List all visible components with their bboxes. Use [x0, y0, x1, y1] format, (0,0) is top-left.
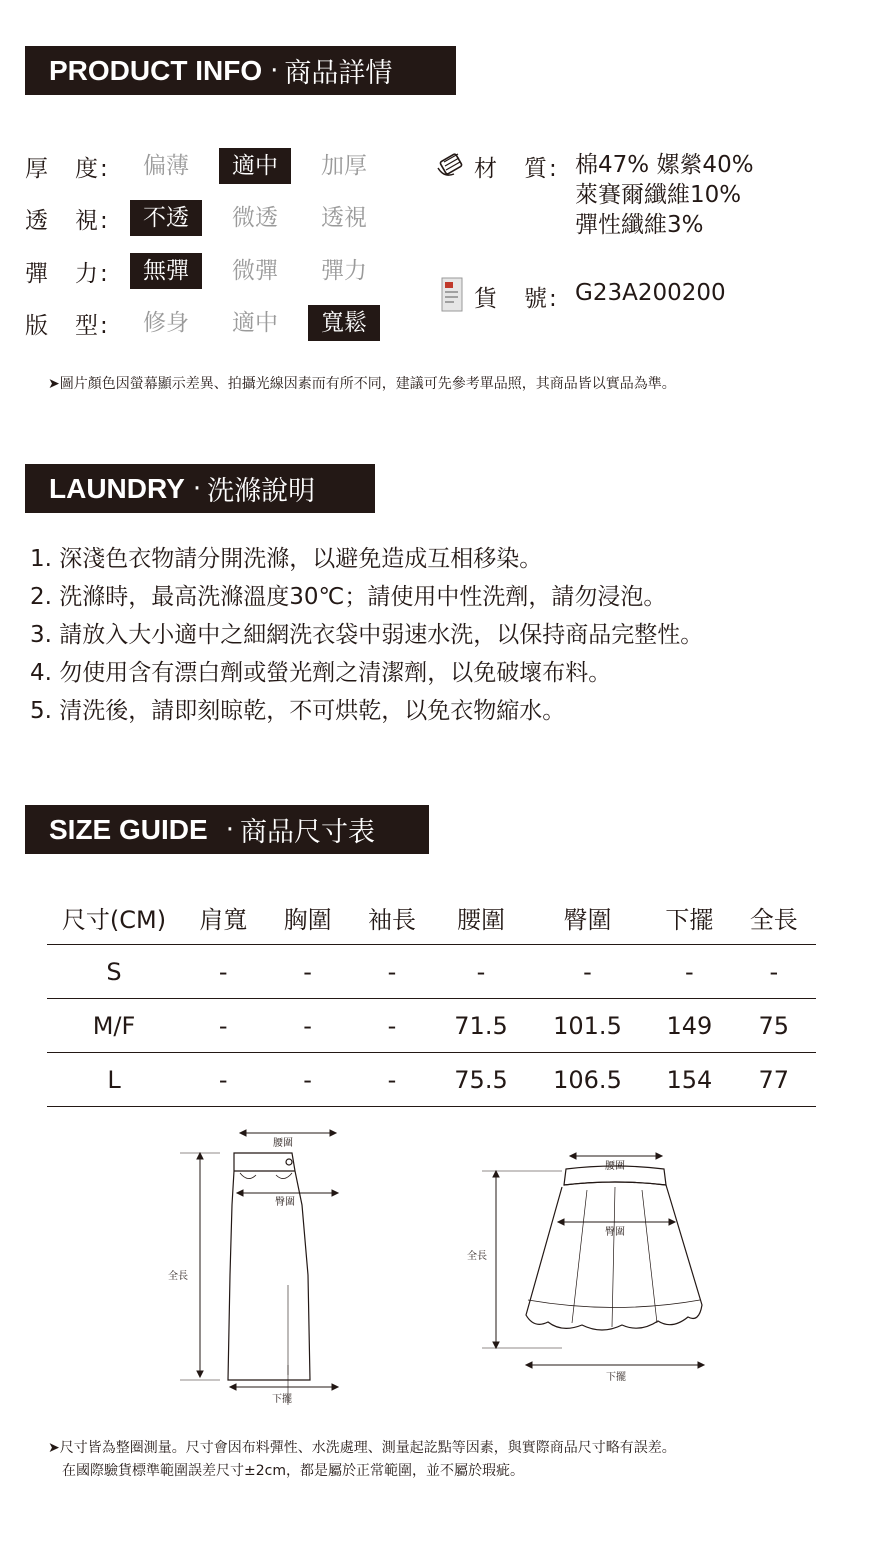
table-cell: M/F — [47, 999, 181, 1053]
material-line: 棉47% 嫘縈40% — [575, 152, 754, 178]
size-table-header — [47, 890, 816, 945]
attr-option: 加厚 — [321, 153, 367, 179]
table-cell: 75 — [732, 999, 816, 1053]
hem-label: 下擺 — [272, 1394, 292, 1405]
table-row — [47, 1053, 816, 1107]
material-line: 萊賽爾纖維10% — [575, 182, 742, 208]
table-cell: 149 — [647, 999, 731, 1053]
attr-option: 彈力 — [321, 258, 367, 284]
table-cell: 106.5 — [528, 1053, 647, 1107]
size-note-line-2: 在國際驗貨標準範圍誤差尺寸±2cm，都是屬於正常範圍，並不屬於瑕疵。 — [62, 1463, 524, 1479]
hem-label: 下擺 — [606, 1372, 626, 1383]
table-cell: - — [265, 1053, 349, 1107]
flared-skirt-diagram — [462, 1145, 712, 1390]
straight-skirt-diagram — [160, 1125, 360, 1415]
thread-spool-icon — [436, 150, 468, 180]
table-cell: - — [434, 945, 528, 999]
attr-option-selected: 無彈 — [130, 253, 202, 289]
laundry-list — [30, 540, 703, 730]
item-number-value: G23A200200 — [575, 280, 726, 306]
item-number-label: 貨 號: — [474, 286, 559, 312]
attr-row-elasticity — [25, 253, 397, 289]
size-note-line-1: ➤尺寸皆為整圈測量。尺寸會因布料彈性、水洗處理、測量起訖點等因素，與實際商品尺寸略有誤差。 — [48, 1440, 676, 1456]
column-header: 全長 — [749, 905, 798, 934]
column-header: 尺寸(CM) — [61, 905, 167, 934]
laundry-item: 1. 深淺色衣物請分開洗滌，以避免造成互相移染。 — [30, 546, 543, 572]
attr-option-selected: 寬鬆 — [308, 305, 380, 341]
header-sep: · — [225, 814, 234, 845]
header-zh: 商品詳情 — [284, 58, 393, 89]
hip-label: 臀圍 — [275, 1197, 295, 1208]
product-info-header — [25, 46, 456, 95]
table-cell: - — [181, 1053, 265, 1107]
table-cell: 77 — [732, 1053, 816, 1107]
table-cell: 71.5 — [434, 999, 528, 1053]
size-table — [47, 890, 816, 1107]
table-cell: L — [47, 1053, 181, 1107]
table-cell: - — [265, 999, 349, 1053]
table-cell: 101.5 — [528, 999, 647, 1053]
hip-label: 臀圍 — [605, 1227, 625, 1238]
waist-label: 腰圍 — [273, 1138, 293, 1149]
column-header: 肩寬 — [199, 905, 248, 934]
table-cell: S — [47, 945, 181, 999]
attr-option: 偏薄 — [143, 153, 189, 179]
attr-row-fit — [25, 305, 397, 341]
table-cell: - — [647, 945, 731, 999]
table-cell: - — [350, 999, 434, 1053]
header-sep: · — [270, 55, 279, 86]
table-cell: - — [350, 1053, 434, 1107]
attr-option-selected: 適中 — [219, 148, 291, 184]
laundry-header — [25, 464, 375, 513]
column-header: 胸圍 — [283, 905, 332, 934]
attr-row-thickness — [25, 148, 397, 184]
laundry-item: 2. 洗滌時，最高洗滌溫度30℃；請使用中性洗劑，請勿浸泡。 — [30, 584, 667, 610]
attr-option: 適中 — [232, 310, 278, 336]
size-guide-header — [25, 805, 429, 854]
table-cell: - — [732, 945, 816, 999]
table-row — [47, 999, 816, 1053]
material-lines — [575, 150, 795, 240]
attr-label: 厚 度: — [25, 155, 110, 182]
material-label: 材 質: — [474, 156, 559, 182]
table-cell: - — [528, 945, 647, 999]
column-header: 臀圍 — [563, 905, 612, 934]
table-cell: 75.5 — [434, 1053, 528, 1107]
attr-option-selected: 不透 — [130, 200, 202, 236]
table-cell: - — [350, 945, 434, 999]
length-label: 全長 — [168, 1271, 188, 1282]
tag-icon — [440, 276, 466, 314]
table-cell: 154 — [647, 1053, 731, 1107]
attr-option: 透視 — [321, 205, 367, 231]
header-zh: 洗滌說明 — [207, 476, 316, 507]
skirt-outline — [228, 1153, 310, 1380]
header-en: SIZE GUIDE — [49, 813, 208, 845]
table-cell: - — [265, 945, 349, 999]
laundry-item: 5. 清洗後，請即刻晾乾，不可烘乾，以免衣物縮水。 — [30, 698, 566, 724]
header-en: LAUNDRY — [49, 472, 185, 504]
header-sep: · — [192, 473, 202, 504]
table-cell: - — [181, 945, 265, 999]
attr-label: 彈 力: — [25, 260, 110, 287]
laundry-item: 4. 勿使用含有漂白劑或螢光劑之清潔劑，以免破壞布料。 — [30, 660, 612, 686]
column-header: 袖長 — [368, 905, 417, 934]
material-line: 彈性纖維3% — [575, 212, 704, 238]
attr-row-transparency — [25, 200, 397, 236]
column-header: 腰圍 — [457, 905, 505, 934]
attr-option: 微透 — [232, 205, 278, 231]
laundry-item: 3. 請放入大小適中之細網洗衣袋中弱速水洗，以保持商品完整性。 — [30, 622, 704, 648]
length-label: 全長 — [467, 1251, 487, 1262]
header-zh: 商品尺寸表 — [239, 817, 375, 848]
attr-label: 版 型: — [25, 312, 110, 339]
waist-label: 腰圍 — [605, 1161, 625, 1172]
column-header: 下擺 — [665, 905, 714, 934]
table-row — [47, 945, 816, 999]
attr-option: 修身 — [143, 310, 189, 336]
color-note: ➤圖片顏色因螢幕顯示差異、拍攝光線因素而有所不同，建議可先參考單品照，其商品皆以實品為準。 — [48, 376, 676, 392]
attr-label: 透 視: — [25, 207, 110, 234]
table-cell: - — [181, 999, 265, 1053]
header-en: PRODUCT INFO — [49, 54, 263, 86]
attr-option: 微彈 — [232, 258, 278, 284]
